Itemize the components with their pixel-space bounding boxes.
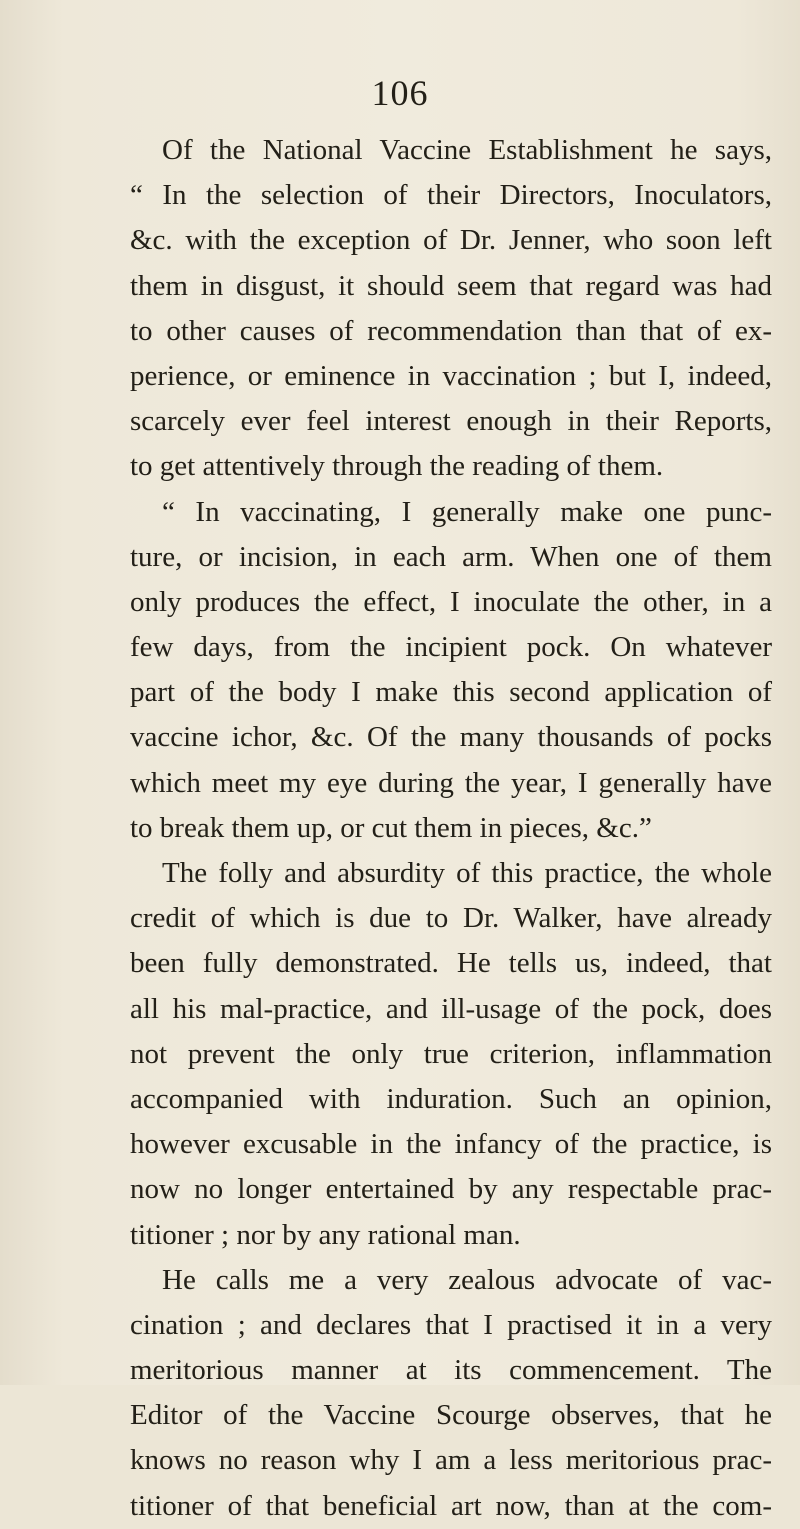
text-line: been fully demonstrated. He tells us, indeed, that [130,947,772,980]
text-line: Of the National Vaccine Establishment he says, [162,134,772,166]
text-line: to break them up, or cut them in pieces, &c.” [130,811,652,844]
text-line: now no longer entertained by any respectable prac- [130,1173,772,1206]
text-line: scarcely ever feel interest enough in their Reports, [130,405,772,438]
text-line: which meet my eye during the year, I generally have [130,766,772,799]
text-line: only produces the effect, I inoculate the other, in a [130,585,772,618]
text-line: to get attentively through the reading of them. [130,450,664,483]
text-line: part of the body I make this second application of [130,676,772,709]
text-line: titioner of that beneficial art now, than at the com- [130,1489,772,1522]
text-line: to other causes of recommendation than that of ex- [130,314,772,347]
text-line: meritorious manner at its commencement. The [130,1354,772,1387]
text-line: however excusable in the infancy of the practice, is [130,1128,772,1161]
text-line: The folly and absurdity of this practice, the whole [162,857,772,889]
page-number: 106 [371,73,429,113]
text-line: cination ; and declares that I practised it in a very [130,1308,772,1341]
text-line: vaccine ichor, &c. Of the many thousands of pocks [130,721,772,754]
text-line: not prevent the only true criterion, inflammation [130,1037,772,1070]
text-line: “ In vaccinating, I generally make one punc- [162,495,772,528]
text-line: knows no reason why I am a less meritorious prac- [130,1444,772,1477]
text-line: He calls me a very zealous advocate of vac- [162,1263,772,1296]
text-line: Editor of the Vaccine Scourge observes, that he [130,1399,772,1432]
text-line: credit of which is due to Dr. Walker, have already [130,902,772,935]
text-line: ture, or incision, in each arm. When one of them [130,540,772,573]
text-line: few days, from the incipient pock. On whatever [130,631,772,664]
text-line: accompanied with induration. Such an opinion, [130,1082,772,1115]
text-line: them in disgust, it should seem that regard was had [130,269,772,302]
text-line: &c. with the exception of Dr. Jenner, who soon left [130,224,772,257]
text-line: “ In the selection of their Directors, Inoculators, [130,179,772,212]
body-text [130,128,772,1529]
text-line: titioner ; nor by any rational man. [130,1218,521,1251]
text-line: perience, or eminence in vaccination ; but I, indeed, [130,359,772,392]
text-line: all his mal-practice, and ill-usage of the pock, does [130,992,772,1025]
